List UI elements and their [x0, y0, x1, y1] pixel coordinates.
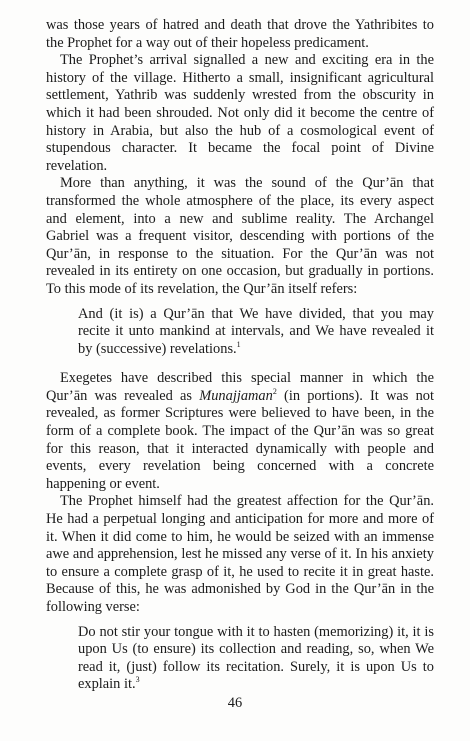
paragraph-prophet-affection: The Prophet himself had the greatest affection for the Qur’ān. He had a perpetual longing and anticipation for more and more of it. When it did come to him, he would be seized with an immense awe and apprehension, lest he missed any verse of it. In his anxiety to ensure a complete grasp of it, he used to recite it in great haste. Because of this, he was admonished by God in the Qur’ān in the following verse:	[46, 493, 434, 615]
footnote-marker-3: 3	[135, 675, 140, 685]
quote-1-text: And (it is) a Qur’ān that We have divided, that you may recite it unto mankind at intervals, and We have revealed it by (successive) revelations.	[78, 305, 434, 357]
page-number: 46	[227, 695, 243, 711]
paragraph-exegetes-after: (in portions). It was not revealed, as former Scriptures were believed to have been, in the form of a complete book. The impact of the Qur’ān was so great for this reason, that it interacted dynamically with people and events, every revelation being concerned with a concrete happening or event.	[46, 387, 434, 492]
munajjaman-term: Munajjaman	[199, 387, 273, 404]
body-text	[46, 17, 434, 706]
paragraph-continuation: was those years of hatred and death that drove the Yathribites to the Prophet for a way out of their hopeless predicament.	[46, 17, 434, 51]
paragraph-prophet-arrival: The Prophet’s arrival signalled a new and exciting era in the history of the village. Hitherto a small, insignificant agricultural settlement, Yathrib was suddenly wrested from the obscurity in which it had been shrouded. Not only did it become the centre of history in Arabia, but also the hub of a cosmological event of stupendous character. It became the focal point of Divine revelation.	[46, 52, 434, 174]
paragraph-quran-sound: More than anything, it was the sound of the Qur’ān that transformed the whole atmosphere of the place, its every aspect and element, into a new and sublime reality. The Archangel Gabriel was a frequent visitor, descending with portions of the Qur’ān, in response to the situation. For the Qur’ān was not revealed in its entirety on one occasion, but gradually in portions. To this mode of its revelation, the Qur’ān itself refers:	[46, 175, 434, 297]
footnote-marker-2: 2	[272, 387, 277, 397]
quote-2-text: Do not stir your tongue with it to hasten (memorizing) it, it is upon Us (to ensure) its collection and reading, so, when We read it, (just) follow its recitation. Surely, it is upon Us to explain it.	[78, 623, 434, 693]
paragraph-exegetes	[46, 370, 434, 493]
paragraph-exegetes-before: Exegetes have described this special manner in which the Qur’ān was revealed as	[46, 370, 434, 404]
footnote-marker-1: 1	[236, 339, 241, 349]
quran-quote-1	[78, 306, 434, 359]
quran-quote-2	[78, 624, 434, 694]
